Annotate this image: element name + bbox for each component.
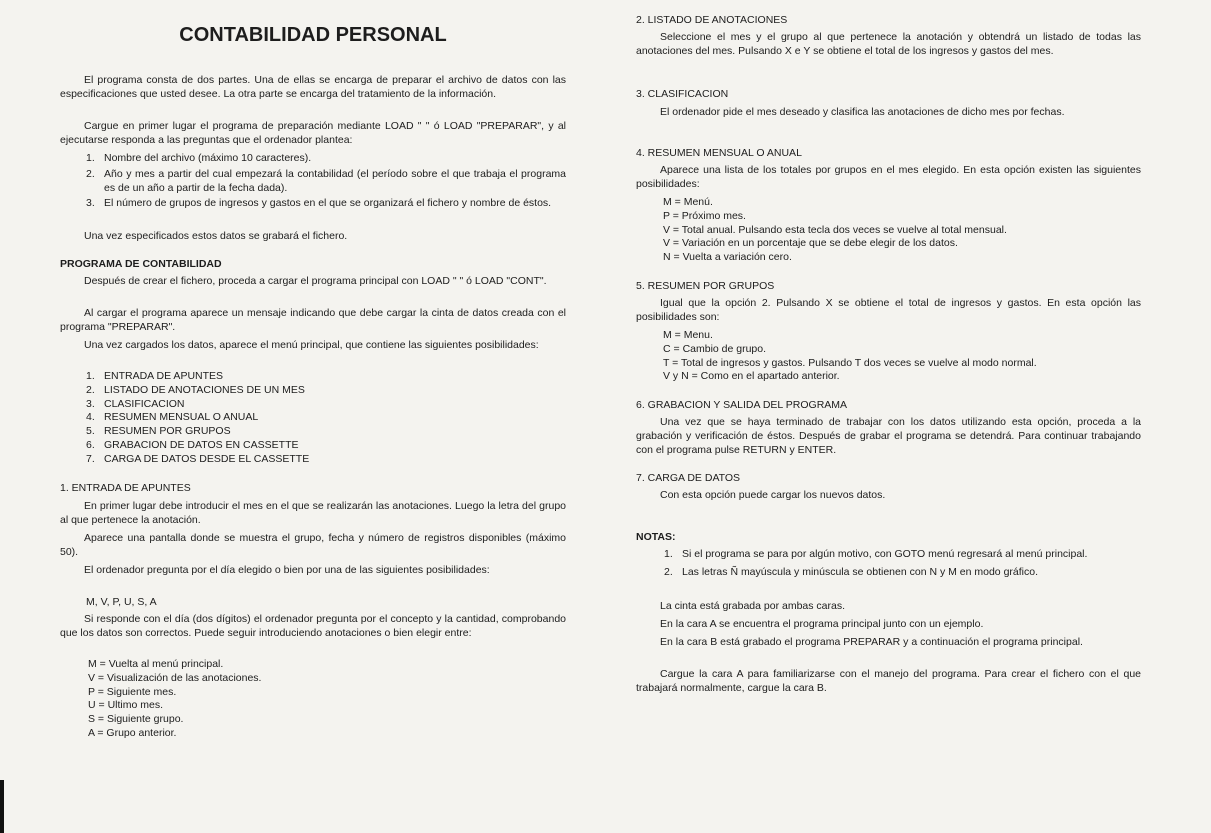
option-key: P [88, 685, 95, 698]
option-key: U [88, 699, 96, 712]
option-key: V [88, 671, 96, 684]
option-text: Total anual. Pulsando esta tecla dos veces se vuelve al total mensual. [681, 223, 1007, 236]
grupos-paragraph: Igual que la opción 2. Pulsando X se obtiene el total de ingresos y gastos. En esta opción las posibilidades son: [636, 297, 1141, 323]
list-number: 2. [86, 167, 95, 180]
option-text: Siguiente grupo. [106, 713, 184, 726]
option-key: M [88, 658, 97, 670]
programa-paragraph-3: Una vez cargados los datos, aparece el menú principal, que contiene las siguientes posibilidades: [84, 339, 539, 351]
option-key: V [663, 237, 671, 250]
section-heading-grabacion: 6. GRABACION Y SALIDA DEL PROGRAMA [636, 399, 848, 411]
list-item [86, 168, 566, 196]
list-text: LISTADO DE ANOTACIONES DE UN MES [104, 383, 305, 396]
option-text: Variación en un porcentaje que se debe elegir de los datos. [681, 237, 958, 250]
prep-question-list [86, 152, 566, 211]
intro-paragraph-3: Una vez especificados estos datos se grabará el fichero. [84, 230, 348, 242]
option-text: Menú. [683, 196, 713, 208]
option-key: C = [663, 342, 680, 355]
option-key: N [663, 251, 671, 264]
list-item [663, 357, 1037, 371]
entrada-options-list [88, 658, 261, 741]
list-text: Las letras Ñ mayúscula y minúscula se obtienen con N y M en modo gráfico. [682, 565, 1039, 578]
option-key: A [88, 726, 95, 739]
grupos-options-list [663, 329, 1037, 384]
main-menu-list [86, 370, 566, 467]
list-text: CLASIFICACION [104, 397, 185, 410]
list-item: V = Total anual. Pulsando esta tecla dos veces se vuelve al total mensual. [663, 223, 1007, 236]
list-number: 3. [86, 397, 95, 410]
option-key: S [88, 713, 96, 726]
option-text: Cambio de grupo. [682, 342, 767, 355]
option-key: M = [663, 329, 681, 341]
list-text: El número de grupos de ingresos y gastos en el que se organizará el fichero y nombre de éstos. [104, 197, 552, 210]
entrada-key-letters: M, V, P, U, S, A [86, 596, 157, 608]
section-heading-listado: 2. LISTADO DE ANOTACIONES [636, 14, 788, 26]
carga-paragraph: Con esta opción puede cargar los nuevos datos. [660, 489, 886, 501]
list-item: N = Vuelta a variación cero. [663, 251, 792, 264]
list-number: 2. [86, 383, 95, 396]
list-item [86, 439, 566, 453]
list-item [663, 370, 1037, 384]
nota-paragraph-5: En la cara B está grabado el programa PREPARAR y a continuación el programa principal. [660, 636, 1083, 648]
list-item [86, 197, 566, 211]
option-text: Visualización de las anotaciones. [106, 671, 262, 684]
list-item: M = Vuelta al menú principal. [88, 658, 224, 670]
option-text: Como en el apartado anterior. [700, 370, 840, 383]
section-heading-resumen: 4. RESUMEN MENSUAL O ANUAL [636, 147, 802, 159]
list-item [663, 329, 1037, 343]
nota-paragraph-6: Cargue la cara A para familiarizarse con el manejo del programa. Para crear el fichero con el que trabajará normalmente, cargue la cara B. [636, 668, 1141, 694]
option-text: Total de ingresos y gastos. Pulsando T dos veces se vuelve al modo normal. [681, 356, 1037, 369]
programa-paragraph-2: Al cargar el programa aparece un mensaje indicando que debe cargar la cinta de datos creada con el programa "PREPARAR". [60, 307, 566, 333]
list-number: 1. [86, 370, 95, 382]
list-text: Año y mes a partir del cual empezará la contabilidad (el período sobre el que trabaja el programa es de un año a partir de la fecha dada). [104, 167, 566, 194]
list-item [86, 384, 566, 398]
list-text: ENTRADA DE APUNTES [104, 370, 224, 382]
list-text: Si el programa se para por algún motivo, con GOTO menú regresará al menú principal. [682, 548, 1088, 560]
list-text: Nombre del archivo (máximo 10 caracteres). [104, 152, 312, 164]
list-number: 3. [86, 197, 95, 210]
nota-paragraph-4: En la cara A se encuentra el programa principal junto con un ejemplo. [660, 618, 984, 630]
list-item: A = Grupo anterior. [88, 726, 177, 739]
option-key: T = [663, 356, 679, 369]
intro-paragraph-2: Cargue en primer lugar el programa de preparación mediante LOAD " " ó LOAD "PREPARAR", y al ejecutarse responda a las preguntas que el ordenador plantea: [60, 120, 566, 146]
option-key: M [663, 196, 672, 208]
section-heading-programa: PROGRAMA DE CONTABILIDAD [60, 258, 222, 270]
section-heading-grupos: 5. RESUMEN POR GRUPOS [636, 280, 775, 292]
list-number: 7. [86, 452, 95, 465]
list-item: V = Visualización de las anotaciones. [88, 671, 262, 684]
option-key: V y N = [663, 370, 698, 383]
entrada-paragraph-2: Aparece una pantalla donde se muestra el grupo, fecha y número de registros disponibles (máximo 50). [60, 532, 566, 558]
list-item [86, 425, 566, 439]
list-item [86, 411, 566, 425]
list-item [663, 343, 1037, 357]
page-edge-shadow [0, 780, 4, 833]
list-item [664, 548, 1141, 562]
option-text: Vuelta al menú principal. [108, 658, 224, 670]
entrada-paragraph-1: En primer lugar debe introducir el mes en el que se realizarán las anotaciones. Luego la letra del grupo al que pertenece la anotación. [60, 500, 566, 526]
option-key: P [663, 209, 670, 222]
section-heading-entrada: 1. ENTRADA DE APUNTES [60, 482, 191, 494]
option-text: Menu. [683, 329, 713, 341]
option-text: Próximo mes. [681, 209, 746, 222]
intro-paragraph-1: El programa consta de dos partes. Una de ellas se encarga de preparar el archivo de datos con las especificaciones que usted desee. La otra parte se encarga del tratamiento de la información. [60, 74, 566, 100]
list-item: P = Próximo mes. [663, 209, 746, 222]
resumen-options-list [663, 196, 1007, 265]
option-text: Grupo anterior. [106, 726, 177, 739]
section-heading-carga: 7. CARGA DE DATOS [636, 472, 741, 484]
list-item [86, 453, 566, 467]
list-number: 6. [86, 438, 95, 451]
section-heading-notas: NOTAS: [636, 531, 676, 543]
list-item: S = Siguiente grupo. [88, 713, 184, 726]
listado-paragraph: Seleccione el mes y el grupo al que pertenece la anotación y obtendrá un listado de todas las anotaciones del mes. Pulsando X e Y se obtiene el total de los ingresos y gastos del mes. [636, 31, 1141, 57]
list-item [86, 398, 566, 412]
entrada-paragraph-4: Si responde con el día (dos dígitos) el ordenador pregunta por el concepto y la cantidad, comprobando que los datos son correctos. Puede seguir introduciendo anotaciones o bien elegir entre: [60, 613, 566, 639]
list-item [86, 152, 566, 166]
entrada-paragraph-3: El ordenador pregunta por el día elegido o bien por una de las siguientes posibilidades: [84, 564, 490, 576]
list-item: P = Siguiente mes. [88, 685, 177, 698]
list-item: U = Ultimo mes. [88, 699, 163, 712]
page-title: CONTABILIDAD PERSONAL [179, 24, 447, 46]
notas-list [664, 548, 1141, 580]
list-item [664, 566, 1141, 580]
list-text: CARGA DE DATOS DESDE EL CASSETTE [104, 452, 310, 465]
programa-paragraph-1: Después de crear el fichero, proceda a cargar el programa principal con LOAD " " ó LOAD "CONT". [84, 275, 547, 287]
option-key: V [663, 223, 671, 236]
list-item: M = Menú. [663, 196, 713, 208]
section-heading-clasificacion: 3. CLASIFICACION [636, 88, 729, 100]
list-text: RESUMEN MENSUAL O ANUAL [104, 411, 259, 424]
nota-paragraph-3: La cinta está grabada por ambas caras. [660, 600, 846, 612]
list-item: V = Variación en un porcentaje que se debe elegir de los datos. [663, 237, 958, 250]
option-text: Siguiente mes. [106, 685, 177, 698]
list-number: 2. [664, 565, 673, 578]
resumen-paragraph: Aparece una lista de los totales por grupos en el mes elegido. En esta opción existen las siguientes posibilidades: [636, 164, 1141, 190]
list-number: 4. [86, 411, 95, 424]
list-number: 1. [664, 548, 673, 560]
option-text: Ultimo mes. [107, 699, 163, 712]
list-number: 5. [86, 425, 95, 438]
list-number: 1. [86, 152, 95, 164]
list-item [86, 370, 566, 384]
option-text: Vuelta a variación cero. [682, 251, 792, 264]
grabacion-paragraph: Una vez que se haya terminado de trabajar con los datos utilizando esta opción, proceda a la grabación y verificación de éstos. Después de grabar el programa se detendrá. Para continuar trabajando con el programa pulse RETURN y ENTER. [636, 416, 1141, 456]
list-text: RESUMEN POR GRUPOS [104, 425, 231, 438]
clasificacion-paragraph: El ordenador pide el mes deseado y clasifica las anotaciones de dicho mes por fechas. [660, 106, 1065, 118]
list-text: GRABACION DE DATOS EN CASSETTE [104, 438, 299, 451]
